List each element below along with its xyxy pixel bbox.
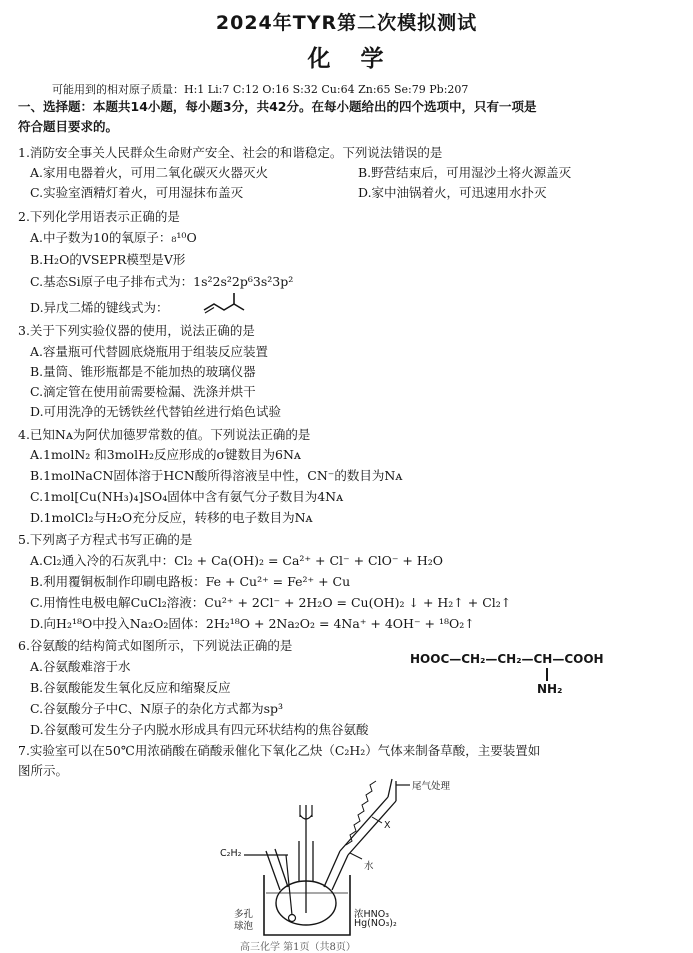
q4-option-b: B.1molNaCN固体溶于HCN酸所得溶液呈中性，CN⁻的数目为Nᴀ bbox=[30, 468, 403, 483]
glutamic-acid-structure: HOOC—CH₂—CH₂—CH—COOH bbox=[410, 652, 604, 666]
q1-option-d: D.家中油锅着火，可迅速用水扑灭 bbox=[358, 185, 547, 200]
q6-option-b: B.谷氨酸能发生氧化反应和缩聚反应 bbox=[30, 680, 231, 695]
water-bath bbox=[264, 875, 350, 935]
q2-option-b: B.H₂O的VSEPR模型是V形 bbox=[30, 252, 186, 267]
exam-title: 2024年TYR第二次模拟测试 bbox=[215, 12, 478, 34]
q3-option-a: A.容量瓶可代替圆底烧瓶用于组装反应装置 bbox=[30, 344, 269, 359]
q5-stem: 5.下列离子方程式书写正确的是 bbox=[18, 532, 193, 547]
q3-option-d: D.可用洗净的无锈铁丝代替铂丝进行焰色试验 bbox=[30, 404, 282, 419]
subject-char-1: 化 bbox=[307, 46, 333, 72]
q5-option-c: C.用惰性电极电解CuCl₂溶液：Cu²⁺ + 2Cl⁻ + 2H₂O = Cu(OH)₂ ↓ + H₂↑ + Cl₂↑ bbox=[30, 595, 512, 610]
q6-option-d: D.谷氨酸可发生分子内脱水形成具有四元环状结构的焦谷氨酸 bbox=[30, 722, 369, 737]
subject-title bbox=[0, 40, 693, 73]
q2-option-a: A.中子数为10的氧原子：₈¹⁰O bbox=[30, 230, 197, 245]
q3-option-b: B.量筒、锥形瓶都是不能加热的玻璃仪器 bbox=[30, 364, 256, 379]
q1-option-b: B.野营结束后，可用湿沙土将火源盖灭 bbox=[358, 165, 572, 180]
structure-bond bbox=[546, 668, 548, 681]
q6-option-c: C.谷氨酸分子中C、N原子的杂化方式都为sp³ bbox=[30, 701, 284, 716]
q4-option-c: C.1mol[Cu(NH₃)₄]SO₄固体中含有氨气分子数目为4Nᴀ bbox=[30, 489, 344, 504]
porous-bulb bbox=[289, 915, 296, 922]
c2h2-label: C₂H₂ bbox=[220, 848, 242, 859]
page-footer: 高三化学 第1页（共8页） bbox=[240, 942, 356, 953]
hno3-label: 浓HNO₃ bbox=[354, 909, 390, 920]
section-heading-1: 一、选择题：本题共14小题，每小题3分，共42分。在每小题给出的四个选项中，只有一项是 bbox=[18, 99, 537, 114]
q7-stem-2: 图所示。 bbox=[18, 763, 69, 778]
q1-option-a: A.家用电器着火，可用二氧化碳灭火器灭火 bbox=[30, 165, 269, 180]
q2-option-c: C.基态Si原子电子排布式为：1s²2s²2p⁶3s²3p² bbox=[30, 274, 294, 289]
hgno3-label: Hg(NO₃)₂ bbox=[354, 918, 397, 929]
q2-stem: 2.下列化学用语表示正确的是 bbox=[18, 209, 180, 224]
q5-option-a: A.Cl₂通入冷的石灰乳中：Cl₂ + Ca(OH)₂ = Ca²⁺ + Cl⁻ + ClO⁻ + H₂O bbox=[30, 553, 444, 568]
q3-option-c: C.滴定管在使用前需要检漏、洗涤并烘干 bbox=[30, 384, 256, 399]
structure-nh2: NH₂ bbox=[537, 682, 563, 696]
q1-stem: 1.消防安全事关人民群众生命财产安全、社会的和谐稳定。下列说法错误的是 bbox=[18, 145, 443, 160]
q1-option-c: C.实验室酒精灯着火，可用湿抹布盖灭 bbox=[30, 185, 244, 200]
q2-option-d: D.异戊二烯的键线式为： bbox=[30, 300, 169, 315]
atomic-masses: 可能用到的相对原子质量：H:1 Li:7 C:12 O:16 S:32 Cu:64 Zn:65 Se:79 Pb:207 bbox=[52, 83, 469, 96]
tail-gas-label: 尾气处理 bbox=[412, 781, 451, 792]
x-label: X bbox=[384, 820, 391, 831]
bubbler-label-1: 多孔 bbox=[234, 909, 254, 920]
apparatus-diagram bbox=[200, 775, 520, 946]
q6-option-a: A.谷氨酸难溶于水 bbox=[30, 659, 131, 674]
q5-option-d: D.向H₂¹⁸O中投入Na₂O₂固体：2H₂¹⁸O + 2Na₂O₂ = 4Na⁺ + 4OH⁻ + ¹⁸O₂↑ bbox=[30, 616, 475, 631]
q5-option-b: B.利用覆铜板制作印刷电路板：Fe + Cu²⁺ = Fe²⁺ + Cu bbox=[30, 574, 351, 589]
q4-stem: 4.已知Nᴀ为阿伏加德罗常数的值。下列说法正确的是 bbox=[18, 427, 311, 442]
q6-stem: 6.谷氨酸的结构简式如图所示，下列说法正确的是 bbox=[18, 638, 293, 653]
q4-option-d: D.1molCl₂与H₂O充分反应，转移的电子数目为Nᴀ bbox=[30, 510, 313, 525]
q4-option-a: A.1molN₂ 和3molH₂反应形成的σ键数目为6Nᴀ bbox=[30, 447, 301, 462]
section-heading-2: 符合题目要求的。 bbox=[18, 119, 119, 134]
q3-stem: 3.关于下列实验仪器的使用，说法正确的是 bbox=[18, 323, 255, 338]
condenser bbox=[340, 797, 388, 851]
q7-stem-1: 7.实验室可以在50℃用浓硝酸在硝酸汞催化下氧化乙炔（C₂H₂）气体来制备草酸，主要装置如 bbox=[18, 743, 541, 758]
isoprene-skeletal-formula bbox=[200, 290, 260, 318]
bubbler-label-2: 球泡 bbox=[234, 921, 254, 932]
water-label: 水 bbox=[364, 861, 374, 872]
subject-char-2: 学 bbox=[360, 46, 386, 72]
